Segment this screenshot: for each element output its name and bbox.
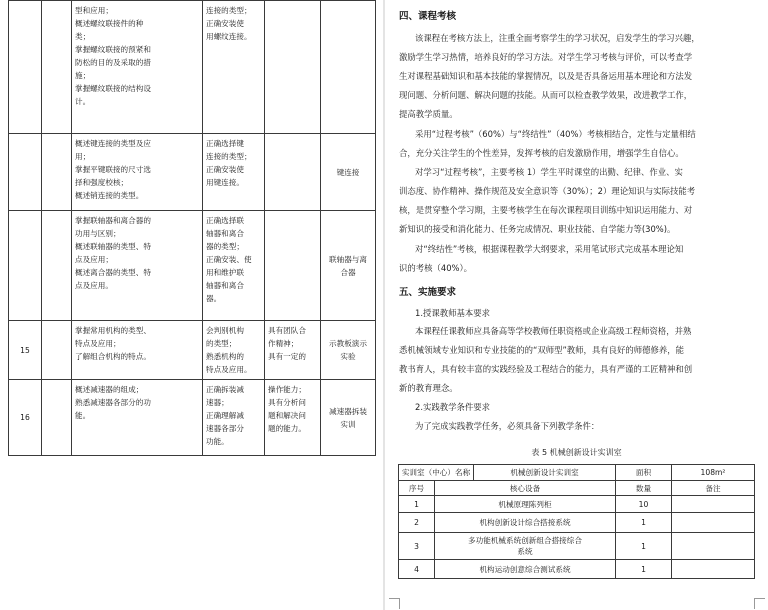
text-line: 对“终结性”考核，根据课程教学大纲要求，采用笔试形式完成基本理论知 xyxy=(415,244,684,254)
cell-text-line: 用键连接。 xyxy=(206,178,244,187)
header-note: 备注 xyxy=(672,481,755,496)
paragraph-assessment-intro xyxy=(399,29,757,124)
cell-text-line: 轴器和离合 xyxy=(206,281,244,290)
cell-text-line: 作精神； xyxy=(268,339,299,348)
cell-text-line: 器的类型； xyxy=(206,242,244,251)
text-line: 合，充分关注学生的个性差异，发挥考核的启发激励作用，增强学生自信心。 xyxy=(399,148,684,158)
blank-cell xyxy=(42,1,72,134)
week-number-cell xyxy=(9,134,42,211)
cell-text-line: 实训 xyxy=(340,419,356,429)
cell-text-line: 择和强度校核； xyxy=(75,178,129,187)
syllabus-row xyxy=(9,211,376,321)
text-line: 训态度、协作精神、操作规范及安全意识等（30%）；2）理论知识与实际技能考 xyxy=(399,186,696,196)
cell-text-line: 概述销连接的类型。 xyxy=(75,191,144,200)
equipment-device-cell xyxy=(435,496,616,513)
section-4-title: 四、课程考核 xyxy=(399,11,457,22)
cell-text-line: 特点及应用； xyxy=(75,339,121,348)
cell-text-line: 掌握平键联接的尺寸选 xyxy=(75,165,151,174)
blank-cell xyxy=(42,321,72,380)
quality-cell xyxy=(265,321,321,380)
equipment-no-cell: 3 xyxy=(399,533,435,560)
cell-text-line: 特点及应用。 xyxy=(206,365,252,374)
cell-text-line: 计。 xyxy=(75,97,91,106)
header-device: 核心设备 xyxy=(435,481,616,496)
equipment-device-cell xyxy=(435,560,616,579)
device-name-line: 机械原理陈列柜 xyxy=(498,499,552,509)
subheading-practice-conditions: 2.实践教学条件要求 xyxy=(415,402,490,412)
text-line: 新知识的接受和消化能力、任务完成情况、职业技能、自学能力等(30%)。 xyxy=(399,224,676,234)
project-cell xyxy=(321,134,376,211)
cell-text-line: 实验 xyxy=(340,352,356,361)
content-cell xyxy=(72,134,203,211)
week-number-cell: 16 xyxy=(9,380,42,456)
syllabus-row xyxy=(9,1,376,134)
header-qty: 数量 xyxy=(616,481,672,496)
cell-text-line: 联轴器与离 xyxy=(329,254,367,264)
right-page xyxy=(385,0,768,610)
text-line: 悉机械领域专业知识和专业技能的的“双师型”教师，具有良好的师德修养，能 xyxy=(399,345,685,355)
cell-text-line: 键连接 xyxy=(336,167,360,177)
cell-text-line: 题和解决问 xyxy=(268,411,306,420)
content-cell xyxy=(72,321,203,380)
cell-text-line: 连接的类型； xyxy=(206,6,252,15)
cell-text-line: 类； xyxy=(75,32,91,41)
skill-requirement-cell xyxy=(203,380,265,456)
text-line: 现问题、分析问题、解决问题的技能。从而可以检查教学效果，改进教学工作， xyxy=(399,90,693,100)
week-number-cell xyxy=(9,1,42,134)
week-number-cell xyxy=(9,211,42,321)
left-page xyxy=(0,0,383,610)
cell-text-line: 施； xyxy=(75,71,91,80)
cell-text-line: 正确选择联 xyxy=(206,216,244,225)
area-value-cell: 108m² xyxy=(672,465,755,481)
cell-text-line: 具有分析问 xyxy=(268,398,306,407)
text-line: 本课程任课教师应具备高等学校教师任职资格或企业高级工程师资格，并熟 xyxy=(415,326,692,336)
skill-requirement-cell xyxy=(203,1,265,134)
section-5-title: 五、实施要求 xyxy=(399,287,457,298)
corner-crop-mark xyxy=(389,598,400,609)
quality-cell xyxy=(265,134,321,211)
cell-text-line: 正确选择键 xyxy=(206,139,244,148)
equipment-note-cell xyxy=(672,513,755,533)
cell-text-line: 功用与区别； xyxy=(75,229,121,238)
device-name-line: 机构运动创意综合测试系统 xyxy=(479,564,571,574)
paragraph-process-assessment xyxy=(399,163,757,239)
project-cell xyxy=(321,321,376,380)
cell-text-line: 点及应用。 xyxy=(75,281,113,290)
equipment-row xyxy=(399,496,755,513)
cell-text-line: 掌握螺纹联接的结构设 xyxy=(75,84,151,93)
week-number-cell: 15 xyxy=(9,321,42,380)
room-label-cell: 实训室（中心）名称 xyxy=(399,465,474,481)
text-line: 教书育人，具有较丰富的实践经验及工程结合的能力，具有严谨的工匠精神和创 xyxy=(399,364,693,374)
cell-text-line: 概述键连接的类型及应 xyxy=(75,139,151,148)
cell-text-line: 熟悉减速器各部分的功 xyxy=(75,398,151,407)
device-name-line: 机构创新设计综合搭接系统 xyxy=(479,518,571,527)
cell-text-line: 题的能力。 xyxy=(268,424,306,433)
syllabus-row xyxy=(9,380,376,456)
cell-text-line: 熟悉机构的 xyxy=(206,352,244,361)
cell-text-line: 正确安装使 xyxy=(206,19,244,28)
text-line: 新的教育理念。 xyxy=(399,383,458,393)
cell-text-line: 掌握常用机构的类型、 xyxy=(75,326,151,335)
cell-text-line: 掌握联轴器和离合器的 xyxy=(75,216,151,225)
paragraph-teacher-requirements xyxy=(399,322,757,398)
equipment-device-cell xyxy=(435,513,616,533)
equipment-note-cell xyxy=(672,496,755,513)
equipment-qty-cell: 10 xyxy=(616,496,672,513)
cell-text-line: 速器； xyxy=(206,398,229,407)
cell-text-line: 正确理解减 xyxy=(206,411,244,420)
text-line: 激励学生学习热情，培养良好的学习方法。对学生学习考核与评价，可以考查学 xyxy=(399,52,693,62)
equipment-device-cell xyxy=(435,533,616,560)
blank-cell xyxy=(42,380,72,456)
syllabus-row xyxy=(9,321,376,380)
equipment-table xyxy=(398,464,755,579)
cell-text-line: 概述离合器的类型、特 xyxy=(75,268,151,277)
cell-text-line: 防松的目的及采取的措 xyxy=(75,58,151,67)
equipment-row xyxy=(399,560,755,579)
syllabus-table xyxy=(8,0,376,456)
cell-text-line: 概述减速器的组成； xyxy=(75,385,144,394)
subheading-teacher-requirements: 1.授课教师基本要求 xyxy=(415,308,490,318)
blank-cell xyxy=(42,134,72,211)
equipment-qty-cell: 1 xyxy=(616,533,672,560)
cell-text-line: 器。 xyxy=(206,294,222,303)
equipment-note-cell xyxy=(672,560,755,579)
equipment-row xyxy=(399,513,755,533)
cell-text-line: 操作能力； xyxy=(268,385,306,394)
text-line: 该课程在考核方法上，注重全面考察学生的学习状况，启发学生的学习兴趣， xyxy=(415,33,700,43)
cell-text-line: 连接的类型； xyxy=(206,152,252,161)
text-line: 生对课程基础知识和基本技能的掌握情况，以及是否具备运用基本理论和方法发 xyxy=(399,71,693,81)
room-name-cell: 机械创新设计实训室 xyxy=(474,465,616,481)
text-line: 识的考核（40%）。 xyxy=(399,263,473,273)
equipment-row xyxy=(399,533,755,560)
cell-text-line: 型和应用； xyxy=(75,6,113,15)
cell-text-line: 正确安装使 xyxy=(206,165,244,174)
cell-text-line: 掌握螺纹联接的预紧和 xyxy=(75,45,151,54)
cell-text-line: 减速器拆装 xyxy=(329,406,367,416)
syllabus-row xyxy=(9,134,376,211)
text-line: 对学习“过程考核”，主要考核 1）学生平时课堂的出勤、纪律、作业、实 xyxy=(415,167,683,177)
equipment-qty-cell: 1 xyxy=(616,560,672,579)
equipment-note-cell xyxy=(672,533,755,560)
equipment-qty-cell: 1 xyxy=(616,513,672,533)
cell-text-line: 能。 xyxy=(75,411,91,420)
quality-cell xyxy=(265,1,321,134)
corner-crop-mark xyxy=(754,598,765,609)
header-no: 序号 xyxy=(399,481,435,496)
equipment-no-cell: 1 xyxy=(399,496,435,513)
content-cell xyxy=(72,1,203,134)
project-cell xyxy=(321,380,376,456)
text-line: 提高教学质量。 xyxy=(399,109,458,119)
cell-text-line: 点及应用； xyxy=(75,255,113,264)
cell-text-line: 轴器和离合 xyxy=(206,229,244,238)
paragraph-assessment-ratio xyxy=(399,125,757,163)
skill-requirement-cell xyxy=(203,134,265,211)
project-cell xyxy=(321,1,376,134)
cell-text-line: 概述螺纹联接件的种 xyxy=(75,19,144,28)
cell-text-line: 示教板演示 xyxy=(329,339,367,348)
cell-text-line: 会判别机构 xyxy=(206,326,244,335)
content-cell xyxy=(72,211,203,321)
blank-cell xyxy=(42,211,72,321)
cell-text-line: 了解组合机构的特点。 xyxy=(75,352,151,361)
cell-text-line: 的类型； xyxy=(206,339,237,348)
cell-text-line: 具有团队合 xyxy=(268,326,306,335)
equipment-no-cell: 2 xyxy=(399,513,435,533)
cell-text-line: 概述联轴器的类型、特 xyxy=(75,242,151,251)
equipment-no-cell: 4 xyxy=(399,560,435,579)
cell-text-line: 功能。 xyxy=(206,437,229,446)
skill-requirement-cell xyxy=(203,211,265,321)
content-cell xyxy=(72,380,203,456)
cell-text-line: 速器各部分 xyxy=(206,424,244,433)
cell-text-line: 正确安装、使 xyxy=(206,255,252,264)
text-line: 采用“过程考核”（60%）与“终结性”（40%）考核相结合，定性与定量相结 xyxy=(415,129,696,139)
cell-text-line: 用； xyxy=(75,152,91,161)
cell-text-line: 正确拆装减 xyxy=(206,385,244,394)
text-line: 核，是贯穿整个学习期，主要考核学生在每次课程项目训练中知识运用能力、对 xyxy=(399,205,693,215)
device-name-line: 多功能机械系统创新组合搭接综合 xyxy=(468,536,582,545)
cell-text-line: 用和维护联 xyxy=(206,268,244,277)
cell-text-line: 具有一定的 xyxy=(268,352,306,361)
quality-cell xyxy=(265,211,321,321)
skill-requirement-cell xyxy=(203,321,265,380)
device-name-line: 系统 xyxy=(517,547,533,556)
project-cell xyxy=(321,211,376,321)
cell-text-line: 用螺纹连接。 xyxy=(206,32,252,41)
quality-cell xyxy=(265,380,321,456)
table-5-caption: 表 5 机械创新设计实训室 xyxy=(531,448,622,457)
area-label-cell: 面积 xyxy=(616,465,672,481)
paragraph-final-assessment xyxy=(399,240,757,278)
cell-text-line: 合器 xyxy=(340,267,356,277)
paragraph-practice-conditions: 为了完成实践教学任务，必须具备下列教学条件： xyxy=(415,421,600,431)
